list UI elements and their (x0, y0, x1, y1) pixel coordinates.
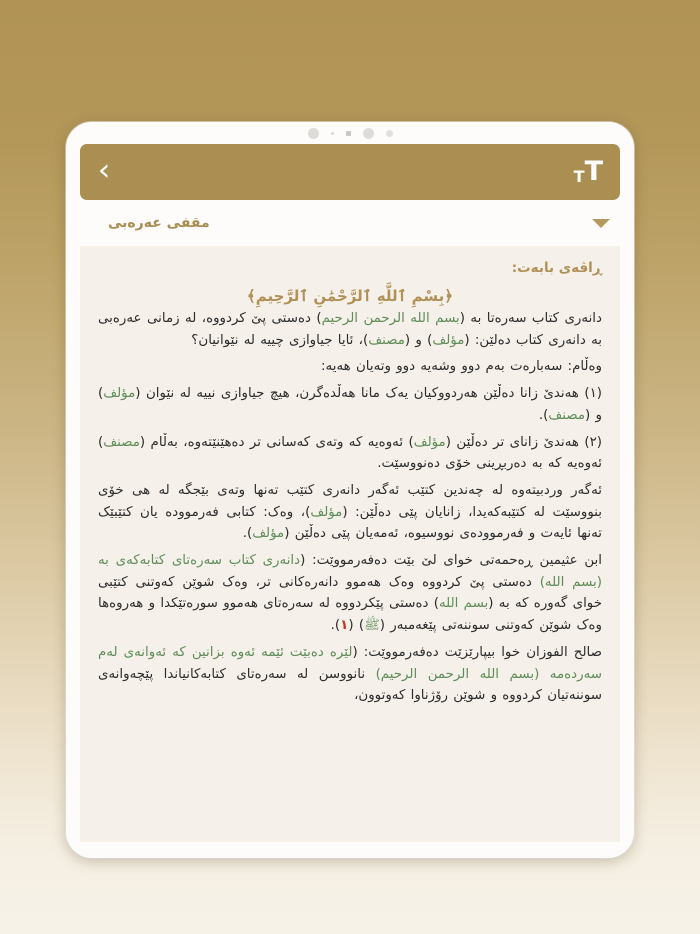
device-sensor-row (66, 122, 634, 144)
text-run: ئەگەر وردبیتەوە لە چەندین کتێب ئەگەر دانەری کتێب تەنها وتەی بێجگە لە هی خۆی بنووسێت لە کتێبەکەیدا، زانایان پێی دەڵێن: ( (98, 482, 603, 520)
quoted-arabic-term: مؤلف (310, 504, 343, 520)
text-run: ) ( (348, 618, 365, 634)
text-run: ) ئەوەیە کە وتەی کەسانی تر دەهێنێتەوە، بەڵام ( (139, 434, 414, 450)
text-run: )، ئایا جیاوازی چییە لە نێوانیان؟ (191, 332, 369, 348)
chapter-title: مقفى عەرەبی (108, 215, 210, 231)
paragraph-p3 (98, 383, 602, 426)
sensor-dot-4 (331, 132, 334, 135)
text-run: ) دەستی پێ کردووە، لە زمانی عەرەبی بە دانەری کتاب دەلێن: ( (98, 311, 602, 348)
text-run: دەستی پێ کردووە وەک هەموو دانەرەکانی تر، وەک شوێن کەوتنی کتێبی خوای گەورە کە بە ( (98, 574, 602, 612)
section-label: ڕاڤەی بابەت: (511, 260, 602, 276)
paragraph-p7 (98, 642, 602, 707)
sensor-dot-2 (363, 128, 374, 139)
text-run: ). (330, 618, 341, 634)
quoted-arabic-term: مؤلف (432, 332, 465, 348)
text-run: ). (242, 526, 253, 542)
quoted-arabic-term: بسم الله (438, 596, 489, 612)
text-run: ) ئەوەیە کە بە دەربڕینی خۆی دەنووسێت. (98, 434, 602, 472)
tablet-device-frame (66, 122, 634, 858)
top-toolbar (80, 144, 620, 200)
article-body (98, 308, 602, 707)
paragraph-p4 (98, 432, 602, 475)
chapter-selector-row[interactable] (66, 200, 634, 246)
paragraph-p2 (98, 356, 602, 378)
sensor-dot-3 (346, 131, 351, 136)
quoted-arabic-term: مصنف (368, 332, 405, 348)
content-bottom-fade (80, 842, 620, 858)
text-run: (١) هەندێ زانا دەڵێن هەردووکیان یەک مانا هەڵدەگرن، هیچ جیاوازی نییە لە نێوان ( (135, 386, 602, 402)
quoted-arabic-term: بسم الله الرحمن الرحيم (321, 311, 460, 326)
quoted-arabic-term: مؤلف (103, 386, 136, 402)
text-run: ) دەستی پێکردووە لە سەرەتای هەموو سورەتێکدا و هەروەها وەک شوێن کەوتنی سوننەتی پێغەمبەر ( (98, 596, 602, 634)
chevron-down-icon[interactable] (592, 219, 610, 228)
basmala-text: بِسْمِ ٱللَّهِ ٱلرَّحْمَٰنِ ٱلرَّحِيمِ (255, 287, 445, 305)
basmala-bracket-open: ﴿ (444, 287, 454, 305)
text-run: وەڵام: سەبارەت بەم دوو وشەیە دوو وتەیان هەیە: (321, 359, 602, 375)
basmala-heading (98, 287, 602, 305)
quoted-arabic-term: مؤلف (413, 434, 446, 450)
quoted-arabic-term: مصنف (548, 407, 586, 423)
footnote-marker[interactable]: ١ (340, 618, 349, 634)
text-run: (٢) هەندێ زانای تر دەڵێن ( (445, 434, 603, 450)
salla-allahu-alayhi-wasallam-icon: ﷺ (364, 618, 380, 634)
paragraph-p6 (98, 550, 602, 637)
paragraph-p5 (98, 480, 602, 545)
text-run: ابن عثیمین ڕەحمەتی خوای لێ بێت دەفەرمووێت: ( (300, 553, 602, 569)
quoted-arabic-term: لێرە دەبێت ئێمە ئەوە بزانین کە ئەوانەی لەم سەردەمە (بسم الله الرحمن الرحيم) (98, 644, 602, 682)
font-size-icon[interactable] (573, 155, 602, 187)
paragraph-p1 (98, 308, 602, 351)
text-run: )، وەک: کتابی فەرموودە یان کتێبێک تەنها ئایەت و فەرموودەی نووسیوە، ئەمەیان پێی دەڵێن ( (98, 504, 602, 542)
text-run: نانووسن لە سەرەتای کتابەکانیاندا پێچەوانەی سوننەتیان کردووە و شوێن رۆژناوا کەوتوون، (98, 666, 602, 704)
quoted-arabic-term: مؤلف (252, 526, 285, 542)
sensor-dot-5 (308, 128, 319, 139)
font-size-icon-large-t: T (584, 155, 602, 187)
font-size-icon-small-t: T (573, 166, 585, 186)
basmala-bracket-close: ﴾ (246, 287, 256, 305)
reader-content-area[interactable] (80, 246, 620, 842)
text-run: ) و ( (404, 332, 433, 348)
text-run: ) و ( (98, 386, 602, 423)
text-run: ). (538, 407, 549, 423)
chevron-right-icon[interactable]: › (97, 152, 111, 188)
sensor-dot-1 (386, 130, 393, 137)
quoted-arabic-term: مصنف (103, 434, 140, 450)
text-run: صالح الفوزان خوا بیپارێزێت دەفەرمووێت: ( (352, 644, 602, 660)
quoted-arabic-term: دانەری کتاب سەرەتای کتابەکەی بە (بسم الله) (98, 553, 602, 590)
text-run: دانەری کتاب سەرەتا بە ( (459, 311, 602, 326)
